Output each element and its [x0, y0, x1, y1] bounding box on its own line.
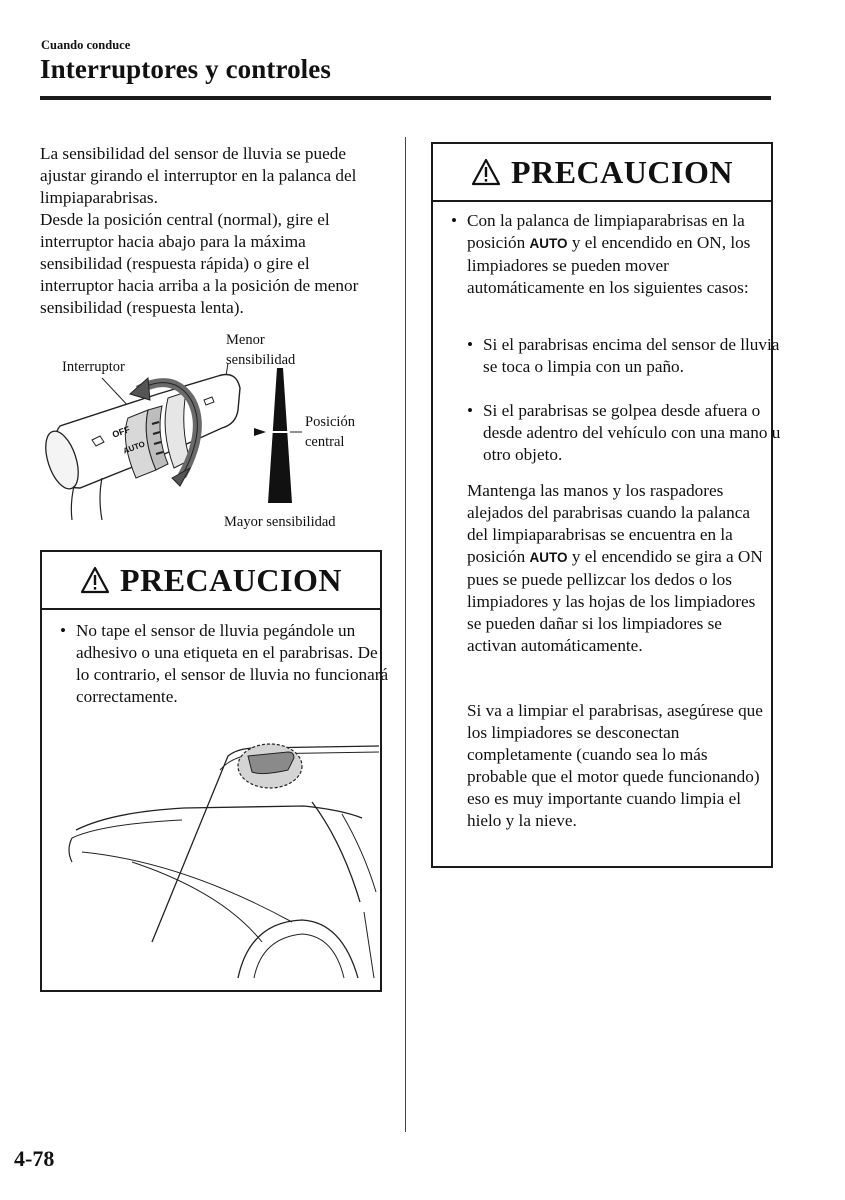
paragraph-2-text: Si va a limpiar el parabrisas, asegúrese que los limpiadores se desconectan completamente (cuando sea lo más probable que el motor quede funcionando) eso es muy importante cuando limpia el hielo y la nieve.	[467, 701, 763, 830]
caution-header-left	[42, 552, 380, 610]
auto-position-label: AUTO	[529, 550, 568, 565]
caution-right-subbullet-1	[467, 334, 783, 378]
bullet-marker: •	[60, 621, 67, 640]
page-title: Interruptores y controles	[40, 54, 331, 84]
label-center-position-1: Posición	[305, 414, 355, 430]
subbullet-2-text: Si el parabrisas se golpea desde afuera o desde adentro del vehículo con una mano u otro objeto.	[483, 401, 781, 464]
caution-right-bullet-text-a: Con la palanca de limpiaparabrisas en la posición	[467, 211, 745, 252]
caution-left-bullet-text: No tape el sensor de lluvia pegándole un adhesivo o una etiqueta en el parabrisas. De lo contrario, el sensor de lluvia no funcionará correctamente.	[76, 621, 389, 706]
caution-right-bullet	[451, 210, 767, 299]
bullet-marker: •	[451, 211, 458, 230]
column-divider	[405, 137, 406, 1132]
paragraph-1-text-b: y el encendido se gira a ON pues se puede pellizcar los dedos o los limpiadores y las hojas de los limpiadores se pueden dañar si los limpiadores se activan automáticamente.	[467, 547, 763, 655]
warning-triangle-icon	[80, 566, 110, 594]
windshield-sensor-illustration	[42, 742, 379, 984]
subbullet-1-text: Si el parabrisas encima del sensor de lluvia se toca o limpia con un paño.	[483, 335, 780, 376]
bullet-marker: •	[467, 335, 474, 354]
caution-right-subbullet-2	[467, 400, 783, 466]
label-interruptor: Interruptor	[62, 359, 125, 375]
intro-paragraph-2: Desde la posición central (normal), gire el interruptor hacia abajo para la máxima sensibilidad (respuesta rápida) o gire el interruptor hacia arriba a la posición de menor sensibilidad (respuesta lenta).	[40, 210, 359, 317]
lever-auto-text: AUTO	[121, 439, 147, 456]
caution-box-right	[431, 142, 781, 868]
caution-left-bullet	[60, 620, 392, 708]
bullet-marker: •	[467, 401, 474, 420]
intro-text	[40, 143, 380, 319]
label-more-sensitivity: Mayor sensibilidad	[224, 514, 336, 530]
caution-right-paragraph-2	[467, 700, 767, 832]
caution-right-bullet-text-b: y el encendido en ON, los limpiadores se pueden mover automáticamente en los siguientes casos:	[467, 233, 751, 297]
intro-paragraph-1: La sensibilidad del sensor de lluvia se puede ajustar girando el interruptor en la palanca del limpiaparabrisas.	[40, 144, 357, 207]
label-center-position-2: central	[305, 434, 345, 450]
wiper-lever-figure	[40, 328, 380, 538]
paragraph-1-text-a: Mantenga las manos y los raspadores alejados del parabrisas cuando la palanca del limpiaparabrisas se encuentra en la posición	[467, 481, 750, 566]
caution-right-paragraph-1	[467, 480, 767, 657]
caution-title-left: PRECAUCION	[120, 561, 342, 598]
caution-title-right: PRECAUCION	[511, 153, 733, 190]
caution-box-left	[40, 550, 389, 992]
caution-header-right	[433, 144, 771, 202]
label-less-sensitivity-1: Menor	[226, 332, 265, 348]
label-less-sensitivity-2: sensibilidad	[226, 352, 296, 368]
warning-triangle-icon	[471, 158, 501, 186]
auto-position-label: AUTO	[529, 236, 568, 251]
lever-off-text: OFF	[110, 424, 132, 440]
section-label: Cuando conduce	[41, 38, 131, 52]
header-rule	[40, 96, 771, 100]
page-number: 4-78	[14, 1146, 55, 1171]
